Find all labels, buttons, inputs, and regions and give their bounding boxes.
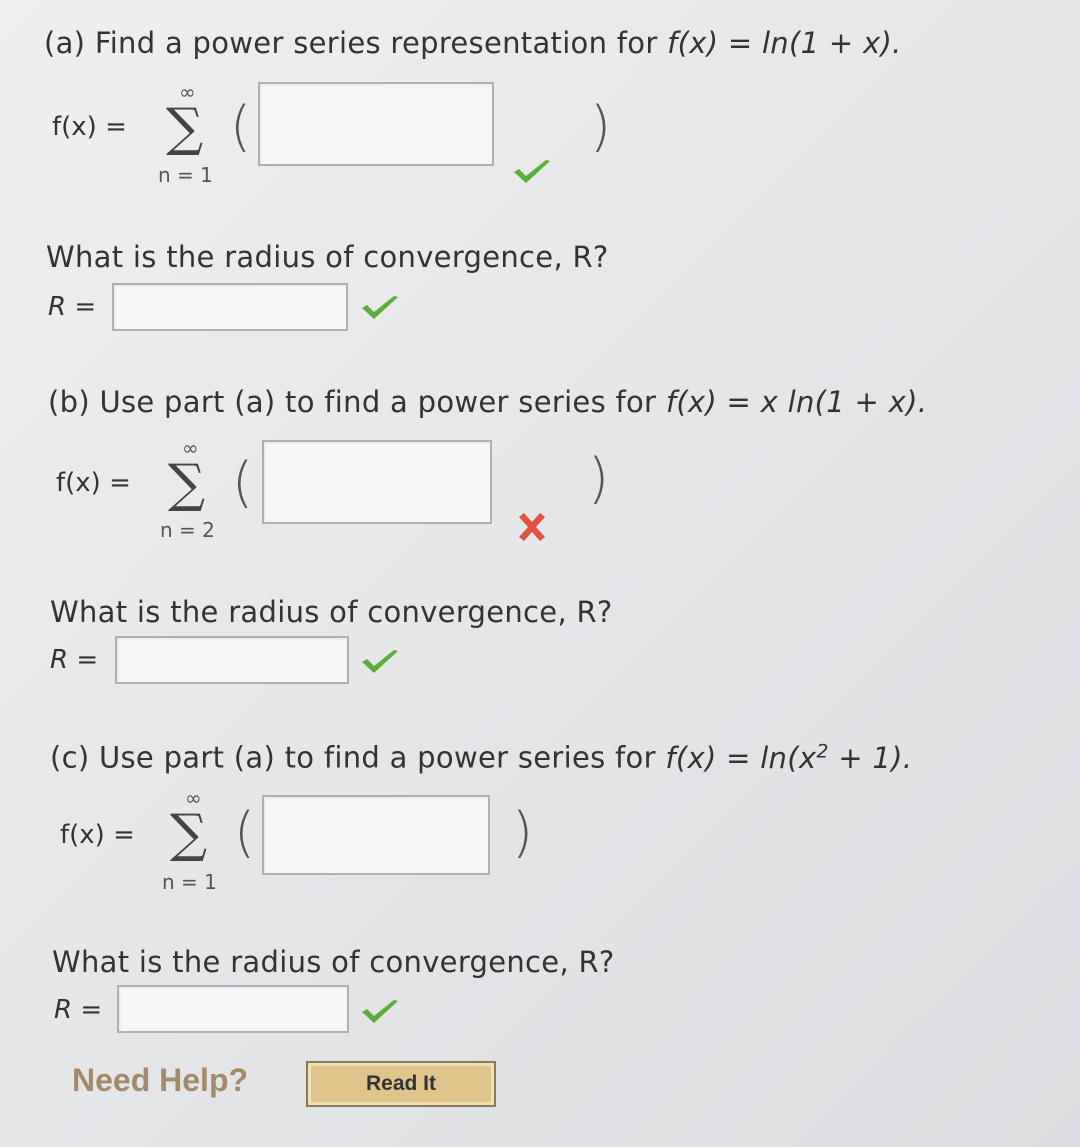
check-icon	[360, 648, 400, 676]
part-b-prompt	[48, 385, 927, 419]
part-b-radius-question	[50, 595, 613, 629]
summation-icon: ∑	[168, 454, 206, 514]
part-c-series-input[interactable]	[262, 795, 490, 875]
part-c-radius-lhs: R =	[54, 995, 103, 1025]
part-c-radius-question	[52, 945, 615, 979]
part-a-sum-upper: ∞	[179, 80, 196, 104]
part-a-radius-input[interactable]	[112, 283, 348, 331]
part-b-sum-upper: ∞	[182, 436, 199, 460]
check-icon	[360, 294, 400, 322]
need-help-label: Need Help?	[72, 1062, 249, 1098]
check-icon	[360, 998, 400, 1026]
close-paren: )	[512, 801, 534, 864]
part-a-radius-lhs: R =	[48, 292, 97, 322]
part-b-function: f(x) = x ln(1 + x).	[665, 385, 928, 419]
part-b-prompt-text: (b) Use part (a) to find a power series for	[48, 385, 657, 419]
part-b-radius-lhs: R =	[50, 645, 99, 675]
part-b-sum-lower: n = 2	[160, 518, 215, 542]
part-a-radius-question-text: What is the radius of convergence, R?	[46, 240, 609, 274]
part-c-sum-lower: n = 1	[162, 870, 217, 894]
part-c-function-post: + 1).	[828, 740, 913, 775]
open-paren: (	[234, 801, 256, 864]
part-a-lhs: f(x) =	[52, 112, 127, 142]
part-b-radius-question-text: What is the radius of convergence, R?	[50, 595, 613, 629]
part-b-radius-input[interactable]	[115, 636, 349, 684]
part-a-radius-question	[46, 240, 609, 274]
part-a-prompt-text: (a) Find a power series representation for	[44, 26, 658, 60]
summation-icon: ∑	[166, 98, 204, 158]
part-c-prompt-text: (c) Use part (a) to find a power series for	[50, 740, 656, 775]
summation-icon: ∑	[170, 804, 208, 864]
part-c-function-pre: f(x) = ln(x	[665, 740, 817, 775]
cross-icon	[516, 512, 548, 542]
part-a-sum-lower: n = 1	[158, 163, 213, 187]
part-c-radius-input[interactable]	[117, 985, 349, 1033]
part-a-function: f(x) = ln(1 + x).	[667, 26, 902, 60]
part-a-prompt	[44, 26, 902, 60]
part-c-sum-upper: ∞	[185, 786, 202, 810]
part-b-lhs: f(x) =	[56, 468, 131, 498]
open-paren: (	[230, 95, 252, 158]
close-paren: )	[588, 447, 610, 510]
close-paren: )	[590, 95, 612, 158]
part-a-series-input[interactable]	[258, 82, 494, 166]
part-c-lhs: f(x) =	[60, 820, 135, 850]
check-icon	[512, 158, 552, 186]
open-paren: (	[232, 451, 254, 514]
part-c-radius-question-text: What is the radius of convergence, R?	[52, 945, 615, 979]
part-c-function-sup: 2	[816, 740, 829, 762]
part-c-function	[665, 741, 912, 775]
read-it-button[interactable]: Read It	[306, 1061, 496, 1107]
part-b-series-input[interactable]	[262, 440, 492, 524]
part-c-prompt	[50, 740, 912, 775]
